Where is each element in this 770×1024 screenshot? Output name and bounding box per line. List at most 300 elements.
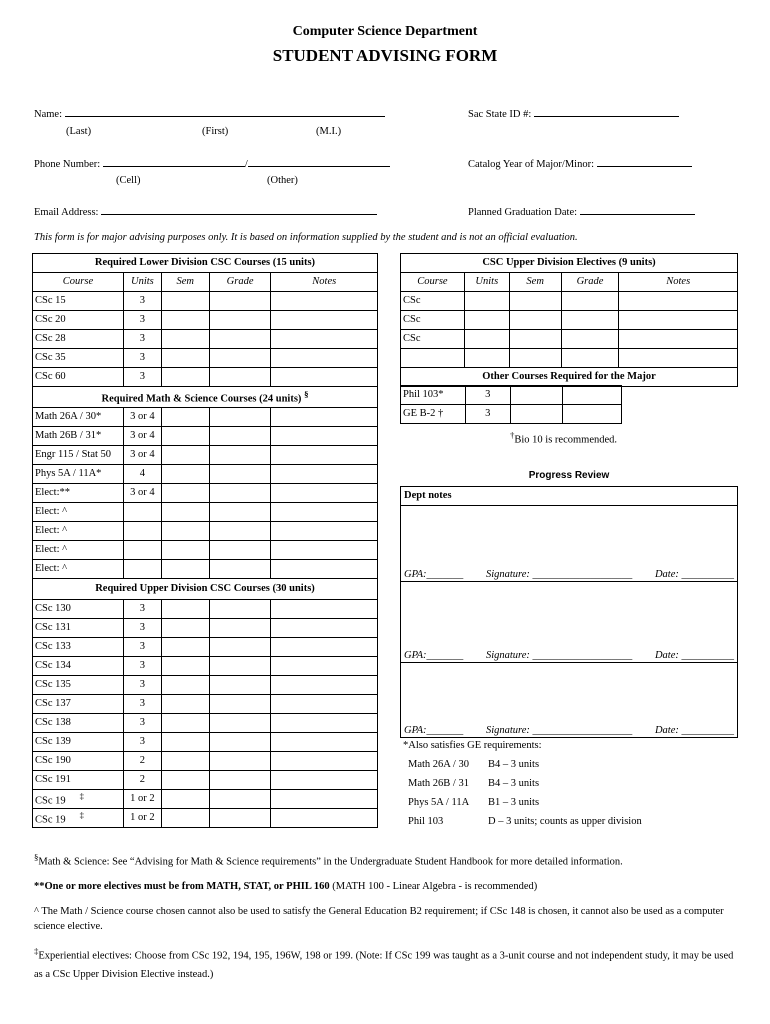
notes-cell[interactable] <box>271 771 378 790</box>
course-name: CSc 60 <box>35 370 66 382</box>
graduation-date-field[interactable] <box>468 204 695 218</box>
col-notes: Notes <box>271 273 378 292</box>
sem-cell[interactable] <box>161 714 209 733</box>
units-cell[interactable]: 3 <box>123 619 161 638</box>
course-cell[interactable] <box>401 405 466 424</box>
grade-cell[interactable] <box>209 771 271 790</box>
course-name: CSc 138 <box>35 716 71 728</box>
units-cell[interactable]: 3 <box>123 638 161 657</box>
dept-notes-header <box>400 486 738 506</box>
units-cell[interactable]: 2 <box>123 752 161 771</box>
notes-cell[interactable] <box>271 541 378 560</box>
email-line[interactable] <box>101 204 377 215</box>
ge-row <box>408 778 738 797</box>
upper-division-title: Required Upper Division CSC Courses (30 units) <box>33 579 378 600</box>
grade-cell[interactable] <box>209 790 271 809</box>
upper-division-rows <box>33 600 378 828</box>
sem-cell[interactable] <box>161 330 209 349</box>
course-cell[interactable] <box>401 386 466 405</box>
grade-cell[interactable] <box>209 484 271 503</box>
notes-cell[interactable] <box>271 503 378 522</box>
grade-cell[interactable] <box>209 733 271 752</box>
grade-cell[interactable] <box>209 541 271 560</box>
units-cell[interactable] <box>464 330 509 349</box>
graduation-date-line[interactable] <box>580 204 695 215</box>
course-name: CSc 139 <box>35 735 71 747</box>
notes-cell[interactable] <box>271 752 378 771</box>
sem-cell[interactable] <box>161 809 209 828</box>
notes-cell[interactable] <box>271 368 378 387</box>
course-cell[interactable] <box>33 522 124 541</box>
grade-cell[interactable] <box>209 638 271 657</box>
electives-footnote <box>34 881 740 892</box>
electives-footnote-bold: **One or more electives must be from MATH, STAT, or PHIL 160 <box>34 880 330 892</box>
progress-review-title: Progress Review <box>528 470 610 481</box>
table-row <box>33 368 378 387</box>
electives-table <box>400 253 738 387</box>
grade-cell[interactable] <box>209 311 271 330</box>
review-line-3 <box>404 725 734 736</box>
col-notes: Notes <box>619 273 738 292</box>
course-cell[interactable] <box>33 427 124 446</box>
gpa-field[interactable]: GPA:_______ <box>404 725 464 736</box>
units-cell[interactable] <box>123 522 161 541</box>
table-row <box>33 695 378 714</box>
notes-cell[interactable] <box>271 560 378 579</box>
course-cell[interactable] <box>33 446 124 465</box>
course-cell[interactable] <box>33 809 124 828</box>
ge-heading: *Also satisfies GE requirements: <box>403 740 542 751</box>
ge-requirement: D – 3 units; counts as upper division <box>488 816 642 827</box>
notes-cell[interactable] <box>271 657 378 676</box>
notes-cell[interactable] <box>271 522 378 541</box>
sem-cell[interactable] <box>161 695 209 714</box>
grade-cell[interactable] <box>209 330 271 349</box>
experiential-footnote-mark: ‡ <box>34 945 39 956</box>
math-science-mark: § <box>304 388 309 399</box>
notes-cell[interactable] <box>619 311 738 330</box>
review-box-2[interactable] <box>400 581 738 663</box>
table-row <box>33 638 378 657</box>
ge-row <box>408 759 738 778</box>
sem-cell[interactable] <box>161 484 209 503</box>
disclaimer: This form is for major advising purposes only. It is based on information supplied by the student and is not an official evaluation. <box>34 232 578 243</box>
table-row <box>33 733 378 752</box>
course-cell[interactable] <box>33 695 124 714</box>
course-cell[interactable] <box>33 503 124 522</box>
math-science-footnote-text: Math & Science: See “Advising for Math & Science requirements” in the Undergraduate Student Handbook for more detailed information. <box>38 856 623 868</box>
course-name: CSc 131 <box>35 621 71 633</box>
table-row <box>33 484 378 503</box>
name-label: Name: <box>34 109 62 120</box>
units-cell[interactable]: 3 <box>123 292 161 311</box>
sem-cell[interactable] <box>161 619 209 638</box>
sem-cell[interactable] <box>161 676 209 695</box>
col-course: Course <box>33 273 124 292</box>
course-cell[interactable] <box>33 638 124 657</box>
date-field[interactable]: Date: __________ <box>654 569 734 580</box>
catalog-year-field[interactable] <box>468 156 692 170</box>
phone-field[interactable]: Phone Number: / <box>34 156 390 170</box>
course-name: CSc 134 <box>35 659 71 671</box>
course-cell[interactable] <box>33 657 124 676</box>
notes-cell[interactable] <box>271 809 378 828</box>
math-science-title-text: Required Math & Science Courses (24 units) <box>101 393 302 404</box>
units-cell[interactable]: 3 or 4 <box>123 446 161 465</box>
table-row <box>33 657 378 676</box>
table-row <box>401 292 738 311</box>
table-row <box>33 446 378 465</box>
email-field[interactable] <box>34 204 377 218</box>
student-id-line[interactable] <box>534 106 679 117</box>
table-row <box>33 541 378 560</box>
course-name: CSc <box>403 294 421 306</box>
ge-requirement: B4 – 3 units <box>488 778 540 789</box>
course-cell[interactable] <box>33 600 124 619</box>
experiential-mark: ‡ <box>79 809 85 820</box>
mi-caption: (M.I.) <box>316 126 342 137</box>
course-name: Math 26A / 30* <box>35 410 102 422</box>
course-name: CSc 137 <box>35 697 71 709</box>
course-cell[interactable] <box>33 311 124 330</box>
notes-cell[interactable] <box>271 619 378 638</box>
sem-cell[interactable] <box>161 560 209 579</box>
grade-cell[interactable] <box>563 405 622 424</box>
sem-cell[interactable] <box>161 292 209 311</box>
units-cell[interactable]: 3 <box>123 714 161 733</box>
notes-cell[interactable] <box>271 427 378 446</box>
math-science-rows <box>33 408 378 579</box>
table-row <box>401 349 738 368</box>
course-name: Elect: ^ <box>35 505 68 517</box>
graduation-date-label: Planned Graduation Date: <box>468 207 578 218</box>
units-cell[interactable]: 3 <box>465 386 510 405</box>
course-name: Math 26B / 31* <box>35 429 102 441</box>
units-cell[interactable]: 3 or 4 <box>123 408 161 427</box>
col-course: Course <box>401 273 465 292</box>
col-units: Units <box>464 273 509 292</box>
course-name: Engr 115 / Stat 50 <box>35 448 112 460</box>
sem-cell[interactable] <box>510 386 562 405</box>
notes-cell[interactable] <box>271 408 378 427</box>
table-row <box>401 405 622 424</box>
email-label: Email Address: <box>34 207 99 218</box>
sem-cell[interactable] <box>161 600 209 619</box>
notes-cell[interactable] <box>271 695 378 714</box>
student-id-field[interactable] <box>468 106 679 120</box>
course-cell[interactable] <box>33 790 124 809</box>
table-row <box>33 560 378 579</box>
course-cell[interactable] <box>33 408 124 427</box>
notes-cell[interactable] <box>271 733 378 752</box>
sem-cell[interactable] <box>161 790 209 809</box>
course-name: CSc 35 <box>35 351 66 363</box>
sem-cell[interactable] <box>161 541 209 560</box>
signature-field[interactable]: Signature: ___________________ <box>485 569 633 580</box>
sem-cell[interactable] <box>161 349 209 368</box>
ge-course: Math 26A / 30 <box>408 759 469 770</box>
grade-cell[interactable] <box>209 752 271 771</box>
grade-cell[interactable] <box>209 465 271 484</box>
sem-cell[interactable] <box>161 503 209 522</box>
phone-label: Phone Number: <box>34 159 101 170</box>
sem-cell[interactable] <box>161 657 209 676</box>
units-cell[interactable]: 3 <box>123 733 161 752</box>
grade-cell[interactable] <box>209 503 271 522</box>
col-grade: Grade <box>209 273 271 292</box>
sem-cell[interactable] <box>161 771 209 790</box>
math-science-title <box>33 387 378 408</box>
units-cell[interactable]: 3 <box>123 657 161 676</box>
table-row <box>33 714 378 733</box>
units-cell[interactable]: 3 or 4 <box>123 484 161 503</box>
grade-cell[interactable] <box>209 349 271 368</box>
grade-cell[interactable] <box>209 809 271 828</box>
table-row <box>33 619 378 638</box>
name-line[interactable] <box>65 106 385 117</box>
grade-cell[interactable] <box>209 560 271 579</box>
course-name: CSc 15 <box>35 294 66 306</box>
units-cell[interactable]: 3 <box>465 405 510 424</box>
units-cell[interactable]: 3 <box>123 600 161 619</box>
catalog-year-line[interactable] <box>597 156 692 167</box>
bio-note <box>510 430 617 446</box>
table-row <box>33 311 378 330</box>
left-course-table <box>32 253 378 828</box>
sem-cell[interactable] <box>161 446 209 465</box>
grade-cell[interactable] <box>209 657 271 676</box>
notes-cell[interactable] <box>271 311 378 330</box>
units-cell[interactable]: 3 <box>123 349 161 368</box>
lower-division-title: Required Lower Division CSC Courses (15 units) <box>33 254 378 273</box>
units-cell[interactable]: 3 <box>123 311 161 330</box>
units-cell[interactable] <box>464 292 509 311</box>
ge-list <box>408 759 738 835</box>
course-cell[interactable] <box>33 676 124 695</box>
other-courses-title: Other Courses Required for the Major <box>401 368 738 387</box>
date-field[interactable]: Date: __________ <box>654 650 734 661</box>
notes-cell[interactable] <box>271 600 378 619</box>
other-courses-table <box>400 385 622 424</box>
units-cell[interactable]: 3 or 4 <box>123 427 161 446</box>
table-row <box>33 503 378 522</box>
course-cell[interactable] <box>33 619 124 638</box>
notes-cell[interactable] <box>271 292 378 311</box>
units-cell[interactable] <box>123 560 161 579</box>
student-id-label: Sac State ID #: <box>468 109 532 120</box>
course-cell[interactable] <box>401 349 465 368</box>
col-grade: Grade <box>561 273 619 292</box>
units-cell[interactable] <box>464 349 509 368</box>
grade-cell[interactable] <box>561 330 619 349</box>
review-line-1 <box>404 569 734 580</box>
grade-cell[interactable] <box>209 292 271 311</box>
table-row <box>33 771 378 790</box>
notes-cell[interactable] <box>271 676 378 695</box>
table-row <box>33 790 378 809</box>
dept-notes-label: Dept notes <box>404 490 452 501</box>
units-cell[interactable]: 3 <box>123 368 161 387</box>
units-cell[interactable]: 2 <box>123 771 161 790</box>
other-caption: (Other) <box>267 175 298 186</box>
form-title: STUDENT ADVISING FORM <box>272 46 498 65</box>
grade-cell[interactable] <box>209 427 271 446</box>
other-phone-line[interactable] <box>248 156 390 167</box>
notes-cell[interactable] <box>271 484 378 503</box>
course-cell[interactable] <box>401 292 465 311</box>
sem-cell[interactable] <box>509 330 561 349</box>
course-name: Phil 103* <box>403 388 444 400</box>
grade-cell[interactable] <box>209 408 271 427</box>
units-cell[interactable] <box>123 541 161 560</box>
course-cell[interactable] <box>33 484 124 503</box>
course-name: Phys 5A / 11A* <box>35 467 102 479</box>
grade-cell[interactable] <box>209 522 271 541</box>
grade-cell[interactable] <box>561 292 619 311</box>
caret-footnote: ^ The Math / Science course chosen cannot also be used to satisfy the General Education B2 requirement; if CSc 148 is chosen, it cannot also be used as a computer science elective. <box>34 905 724 932</box>
course-cell[interactable] <box>33 560 124 579</box>
sem-cell[interactable] <box>509 311 561 330</box>
course-cell[interactable] <box>401 311 465 330</box>
course-cell[interactable] <box>33 368 124 387</box>
electives-rows <box>401 292 738 368</box>
bio-note-mark: † <box>510 430 515 440</box>
course-cell[interactable] <box>33 330 124 349</box>
notes-cell[interactable] <box>619 330 738 349</box>
sem-cell[interactable] <box>510 405 562 424</box>
catalog-year-label: Catalog Year of Major/Minor: <box>468 159 594 170</box>
grade-cell[interactable] <box>209 695 271 714</box>
sem-cell[interactable] <box>509 292 561 311</box>
units-cell[interactable]: 3 <box>123 695 161 714</box>
sem-cell[interactable] <box>161 408 209 427</box>
electives-title: CSC Upper Division Electives (9 units) <box>401 254 738 273</box>
units-cell[interactable] <box>464 311 509 330</box>
grade-cell[interactable] <box>561 311 619 330</box>
table-row <box>33 522 378 541</box>
table-row <box>401 330 738 349</box>
table-row <box>33 349 378 368</box>
ge-course: Phil 103 <box>408 816 444 827</box>
name-field[interactable] <box>34 106 385 120</box>
course-cell[interactable] <box>33 292 124 311</box>
ge-requirement: B4 – 3 units <box>488 759 540 770</box>
units-cell[interactable]: 1 or 2 <box>123 809 161 828</box>
notes-cell[interactable] <box>271 790 378 809</box>
course-cell[interactable] <box>33 349 124 368</box>
ge-row <box>408 797 738 816</box>
sem-cell[interactable] <box>161 368 209 387</box>
signature-field[interactable]: Signature: ___________________ <box>485 650 633 661</box>
first-caption: (First) <box>202 126 229 137</box>
review-box-1[interactable] <box>400 505 738 582</box>
lower-division-rows <box>33 292 378 387</box>
table-row <box>401 386 622 405</box>
course-name: CSc 191 <box>35 773 71 785</box>
units-cell[interactable] <box>123 503 161 522</box>
table-row <box>33 600 378 619</box>
table-row <box>33 809 378 828</box>
other-courses-rows <box>401 386 622 424</box>
review-box-3[interactable] <box>400 662 738 738</box>
grade-cell[interactable] <box>561 349 619 368</box>
grade-cell[interactable] <box>209 600 271 619</box>
gpa-field[interactable]: GPA:_______ <box>404 650 464 661</box>
sem-cell[interactable] <box>161 752 209 771</box>
course-cell[interactable] <box>33 733 124 752</box>
grade-cell[interactable] <box>209 368 271 387</box>
col-units: Units <box>123 273 161 292</box>
units-cell[interactable]: 3 <box>123 676 161 695</box>
sem-cell[interactable] <box>161 427 209 446</box>
course-name: CSc 19 <box>35 795 66 806</box>
cell-phone-line[interactable] <box>103 156 245 167</box>
notes-cell[interactable] <box>271 349 378 368</box>
footnotes <box>34 852 740 985</box>
course-name: Elect: ^ <box>35 524 68 536</box>
course-cell[interactable] <box>33 465 124 484</box>
sem-cell[interactable] <box>161 311 209 330</box>
notes-cell[interactable] <box>271 714 378 733</box>
course-name: CSc 28 <box>35 332 66 344</box>
units-cell[interactable]: 1 or 2 <box>123 790 161 809</box>
notes-cell[interactable] <box>619 349 738 368</box>
course-name: CSc 133 <box>35 640 71 652</box>
notes-cell[interactable] <box>271 330 378 349</box>
experiential-footnote <box>34 944 740 985</box>
sem-cell[interactable] <box>161 522 209 541</box>
course-cell[interactable] <box>33 714 124 733</box>
gpa-field[interactable]: GPA:_______ <box>404 569 464 580</box>
notes-cell[interactable] <box>619 292 738 311</box>
units-cell[interactable]: 3 <box>123 330 161 349</box>
table-row <box>401 311 738 330</box>
units-cell[interactable]: 4 <box>123 465 161 484</box>
course-cell[interactable] <box>33 752 124 771</box>
course-name: CSc 20 <box>35 313 66 325</box>
department-heading: Computer Science Department <box>292 24 478 39</box>
grade-cell[interactable] <box>209 619 271 638</box>
notes-cell[interactable] <box>271 446 378 465</box>
grade-cell[interactable] <box>209 714 271 733</box>
course-name: CSc <box>403 313 421 325</box>
grade-cell[interactable] <box>209 446 271 465</box>
notes-cell[interactable] <box>271 638 378 657</box>
course-cell[interactable] <box>33 771 124 790</box>
experiential-mark: ‡ <box>79 790 85 801</box>
sem-cell[interactable] <box>161 638 209 657</box>
sem-cell[interactable] <box>161 465 209 484</box>
sem-cell[interactable] <box>161 733 209 752</box>
grade-cell[interactable] <box>209 676 271 695</box>
cell-caption: (Cell) <box>116 175 141 186</box>
sem-cell[interactable] <box>509 349 561 368</box>
course-name: Elect: ^ <box>35 543 68 555</box>
notes-cell[interactable] <box>271 465 378 484</box>
signature-field[interactable]: Signature: ___________________ <box>485 725 633 736</box>
ge-row <box>408 816 738 835</box>
last-caption: (Last) <box>66 126 92 137</box>
course-name: CSc <box>403 332 421 344</box>
course-name: Elect: ^ <box>35 562 68 574</box>
date-field[interactable]: Date: __________ <box>654 725 734 736</box>
course-cell[interactable] <box>33 541 124 560</box>
col-sem: Sem <box>509 273 561 292</box>
ge-course: Phys 5A / 11A <box>408 797 470 808</box>
grade-cell[interactable] <box>563 386 622 405</box>
course-cell[interactable] <box>401 330 465 349</box>
table-row <box>33 752 378 771</box>
